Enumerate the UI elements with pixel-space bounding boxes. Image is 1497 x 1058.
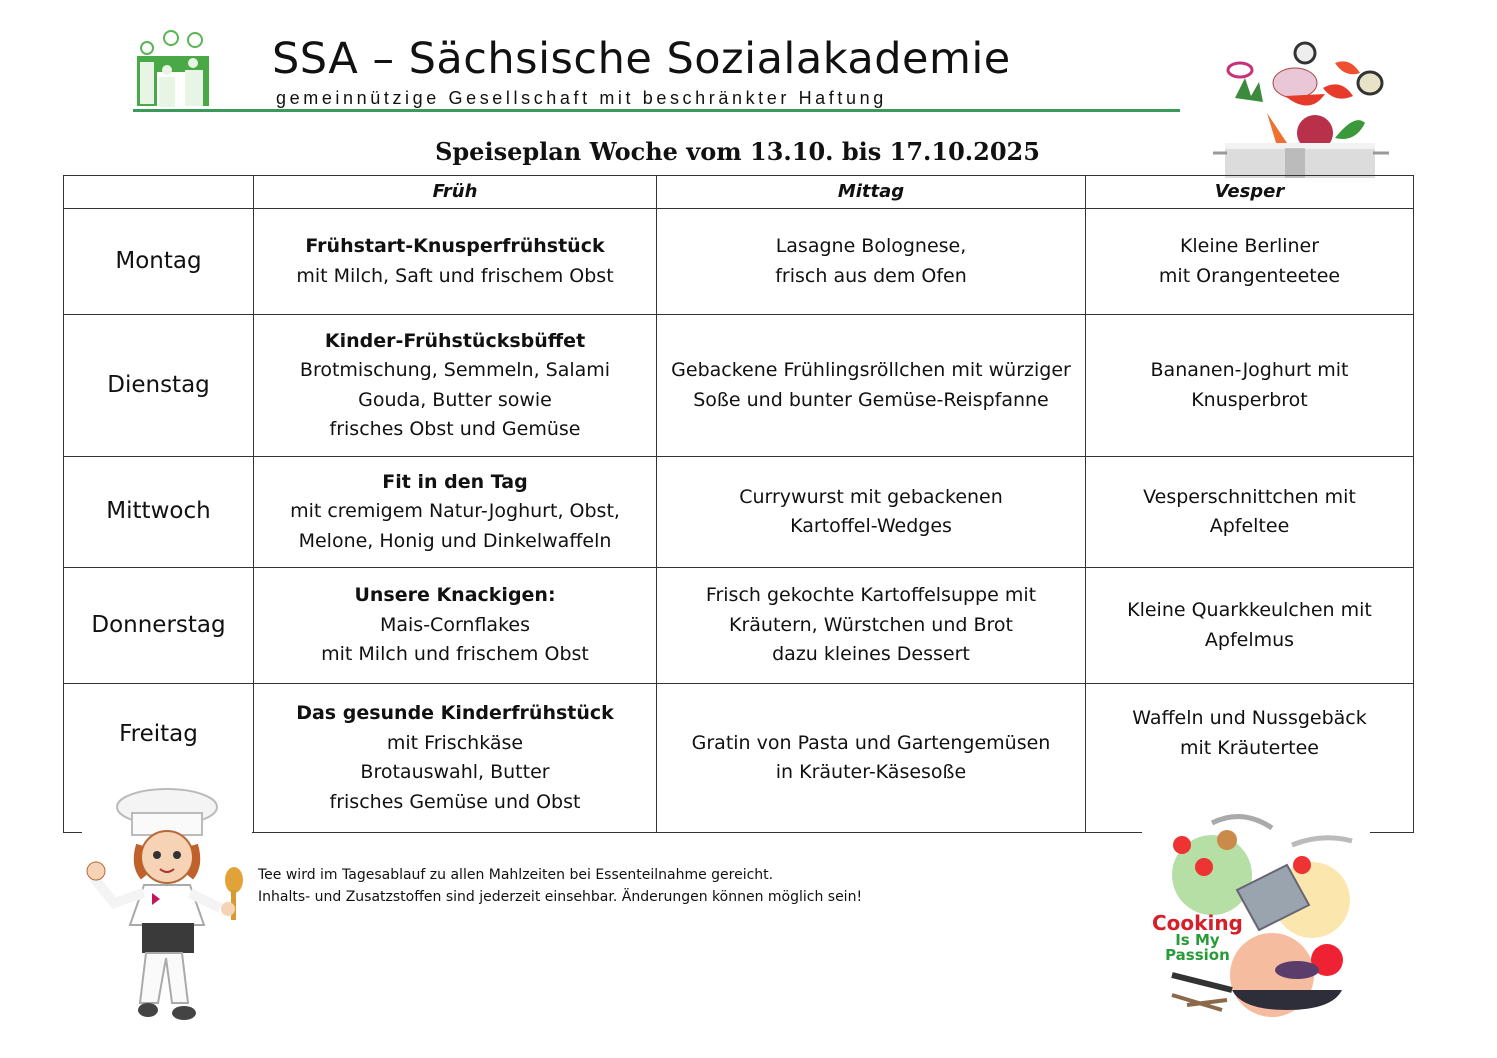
vesper-line: Bananen-Joghurt mit xyxy=(1150,359,1349,381)
column-header-frueh: Früh xyxy=(254,176,657,209)
vesper-line: Vesperschnittchen mit xyxy=(1143,485,1356,508)
mittag-cell xyxy=(657,209,1086,315)
table-row xyxy=(64,209,1414,315)
frueh-line: Brotauswahl, Butter xyxy=(360,761,550,783)
vesper-cell xyxy=(1086,209,1414,315)
vesper-cell xyxy=(1086,457,1414,568)
column-header-mittag: Mittag xyxy=(657,176,1086,209)
frueh-title: Fit in den Tag xyxy=(382,470,528,493)
cooking-passion-icon xyxy=(1142,805,1370,1030)
mittag-line: Currywurst mit gebackenen xyxy=(739,485,1003,508)
frueh-line: Gouda, Butter sowie xyxy=(358,388,552,411)
frueh-line: mit Frischkäse xyxy=(386,731,524,754)
mittag-line: frisch aus dem Ofen xyxy=(775,264,967,287)
column-header-day xyxy=(64,176,254,209)
table-header-row xyxy=(64,176,1414,209)
vesper-cell xyxy=(1086,315,1414,457)
mittag-line: Gebackene Frühlingsröllchen mit würziger xyxy=(671,359,1071,381)
table-row xyxy=(64,315,1414,457)
note-ingredients: Inhalts- und Zusatzstoffen sind jederzeit einsehbar. Änderungen können möglich sein! xyxy=(258,889,863,905)
vesper-line: mit Orangenteetee xyxy=(1158,264,1341,287)
frueh-title: Kinder-Frühstücksbüffet xyxy=(324,329,586,352)
cooking-passion-text: Cooking Is My Passion xyxy=(1152,911,1243,964)
day-cell: Freitag xyxy=(64,684,254,833)
day-cell: Dienstag xyxy=(64,315,254,457)
footer-notes xyxy=(258,864,862,908)
chef-girl-icon xyxy=(82,785,252,1030)
organization-subtitle: gemeinnützige Gesellschaft mit beschränkter Haftung xyxy=(276,88,887,108)
meal-plan-table xyxy=(63,175,1414,833)
frueh-title: Unsere Knackigen: xyxy=(354,584,556,607)
day-cell: Montag xyxy=(64,209,254,315)
frueh-line: Mais-Cornflakes xyxy=(379,613,530,636)
mittag-cell xyxy=(657,457,1086,568)
mittag-line: Gratin von Pasta und Gartengemüsen xyxy=(691,731,1051,754)
mittag-line: Lasagne Bolognese, xyxy=(775,235,967,257)
table-row xyxy=(64,568,1414,684)
frueh-title: Das gesunde Kinderfrühstück xyxy=(296,702,614,724)
frueh-line: mit Milch, Saft und frischem Obst xyxy=(296,264,614,287)
frueh-line: mit Milch und frischem Obst xyxy=(321,643,589,666)
mittag-line: dazu kleines Dessert xyxy=(772,643,970,666)
mittag-line: Frisch gekochte Kartoffelsuppe mit xyxy=(705,584,1037,607)
vesper-line: Apfelmus xyxy=(1204,628,1295,651)
family-logo-icon xyxy=(133,30,213,110)
mittag-line: Kartoffel-Wedges xyxy=(790,515,952,537)
frueh-cell xyxy=(254,315,657,457)
day-cell: Donnerstag xyxy=(64,568,254,684)
vesper-line: mit Kräutertee xyxy=(1179,736,1319,759)
frueh-cell xyxy=(254,209,657,315)
vesper-line: Kleine Berliner xyxy=(1179,235,1320,257)
frueh-line: mit cremigem Natur-Joghurt, Obst, xyxy=(290,500,620,523)
mittag-cell xyxy=(657,684,1086,833)
frueh-line: Melone, Honig und Dinkelwaffeln xyxy=(298,529,612,552)
vesper-cell xyxy=(1086,568,1414,684)
frueh-line: frisches Obst und Gemüse xyxy=(329,418,581,440)
day-cell: Mittwoch xyxy=(64,457,254,568)
table-row xyxy=(64,457,1414,568)
frueh-cell xyxy=(254,684,657,833)
mittag-line: in Kräuter-Käsesoße xyxy=(775,761,967,783)
mittag-cell xyxy=(657,568,1086,684)
mittag-cell xyxy=(657,315,1086,457)
vesper-line: Kleine Quarkkeulchen mit xyxy=(1127,599,1372,621)
column-header-vesper: Vesper xyxy=(1086,176,1414,209)
vesper-line: Waffeln und Nussgebäck xyxy=(1132,707,1367,729)
mittag-line: Kräutern, Würstchen und Brot xyxy=(729,613,1013,636)
vesper-line: Apfeltee xyxy=(1209,515,1290,537)
mittag-line: Soße und bunter Gemüse-Reispfanne xyxy=(693,388,1049,411)
organization-title: SSA – Sächsische Sozialakademie xyxy=(272,34,1011,84)
frueh-cell xyxy=(254,568,657,684)
frueh-title: Frühstart-Knusperfrühstück xyxy=(305,235,605,257)
frueh-line: Brotmischung, Semmeln, Salami xyxy=(299,359,611,381)
page-title: Speiseplan Woche vom 13.10. bis 17.10.2025 xyxy=(435,137,1040,166)
frueh-cell xyxy=(254,457,657,568)
vesper-line: Knusperbrot xyxy=(1191,388,1308,411)
note-tea: Tee wird im Tagesablauf zu allen Mahlzeiten bei Essenteilnahme gereicht. xyxy=(258,867,774,883)
header-divider xyxy=(133,109,1180,112)
frueh-line: frisches Gemüse und Obst xyxy=(329,790,581,813)
